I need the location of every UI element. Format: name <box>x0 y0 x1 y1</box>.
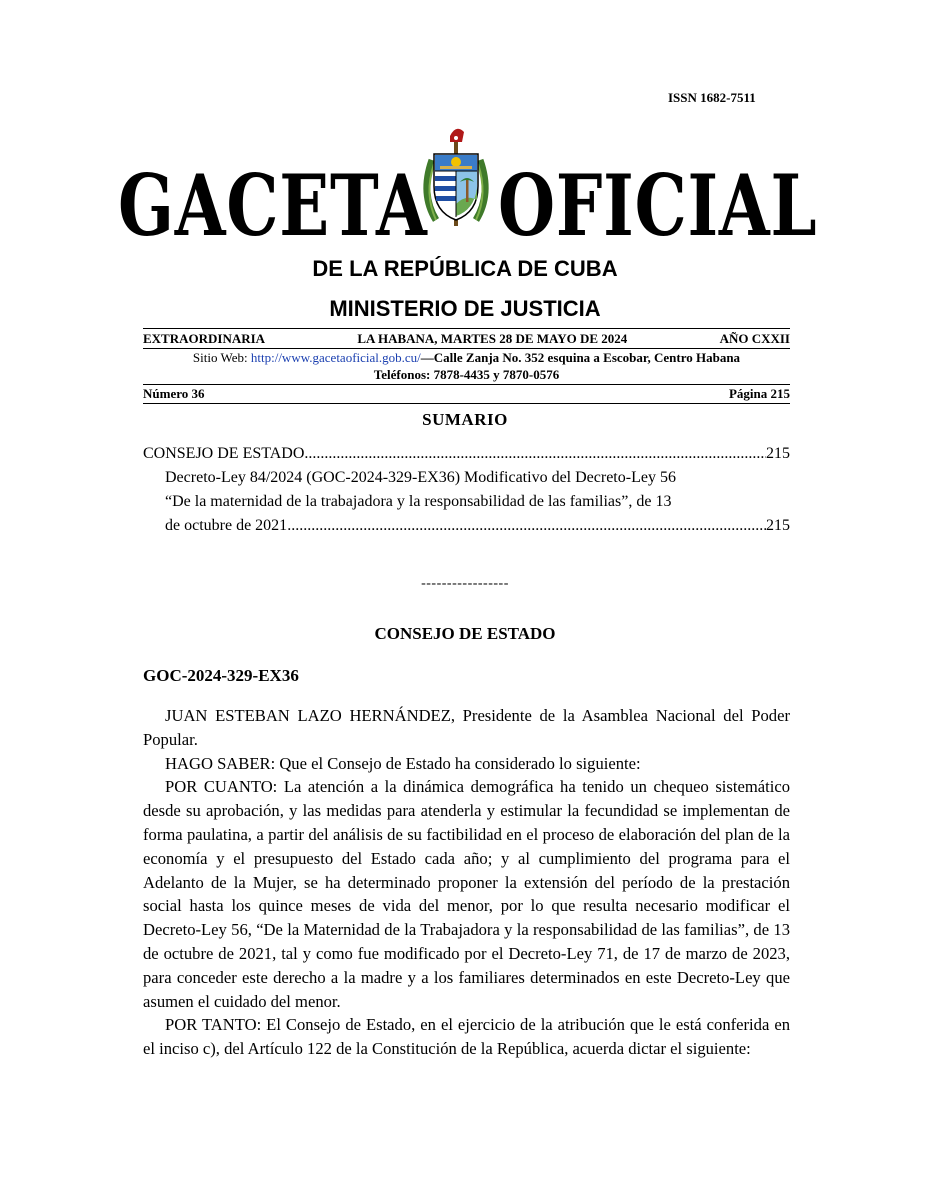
toc-subentry-line: “De la maternidad de la trabajadora y la responsabilidad de las familias”, de 13 <box>165 493 672 510</box>
number-page-row <box>143 386 790 402</box>
paragraph: HAGO SABER: Que el Consejo de Estado ha considerado lo siguiente: <box>165 753 641 773</box>
issn-label: ISSN 1682-7511 <box>668 90 756 105</box>
web-link[interactable]: http://www.gacetaoficial.gob.cu/ <box>250 350 421 365</box>
masthead-title-right: OFICIAL <box>498 156 818 255</box>
paragraph: POR CUANTO: La atención a la dinámica demográfica ha tenido un chequeo sistemático desde su aprobación, y las medidas para atenderla y estimular la fecundidad se implementan de forma paulatina, a partir del análisis de su factibilidad en el proceso de elaboración del plan de la economía y el presupuesto del Estado cada año; y al cumplimiento del programa para el Adelanto de la Mujer, se ha determinado proponer la extensión del período de la prestación social hasta los quince meses de vida del menor, por lo que resulta necesario modificar el Decreto-Ley 56, “De la Maternidad de la Trabajadora y la responsabilidad de las familias”, de 13 de octubre de 2021, tal y como fue modificado por el Decreto-Ley 71, de 17 de marzo de 2023, para conceder este derecho a la madre y a los familiares determinados en este Decreto-Ley que asumen el cuidado del menor. <box>143 777 790 1011</box>
issue-number: Número 36 <box>143 386 205 401</box>
toc-entry[interactable] <box>143 514 790 538</box>
edition-row <box>143 331 790 347</box>
header-rule-top <box>143 328 790 329</box>
toc-entry[interactable] <box>143 442 790 466</box>
ministry-title: MINISTERIO DE JUSTICIA <box>329 296 601 321</box>
web-row <box>143 350 790 366</box>
year-label: AÑO CXXII <box>719 331 790 346</box>
table-of-contents <box>143 442 790 538</box>
sumario-title: SUMARIO <box>422 410 508 429</box>
place-date-label: LA HABANA, MARTES 28 DE MAYO DE 2024 <box>357 331 628 346</box>
body-text <box>143 704 790 1061</box>
section-title: CONSEJO DE ESTADO <box>374 624 556 643</box>
header-rule-mid <box>143 348 790 349</box>
masthead-subtitle: DE LA REPÚBLICA DE CUBA <box>312 256 618 281</box>
edition-label: EXTRAORDINARIA <box>143 331 266 346</box>
masthead-title-left: GACETA <box>118 156 428 255</box>
masthead <box>118 118 818 258</box>
toc-entry-page: 215 <box>766 517 790 534</box>
toc-entry-label: CONSEJO DE ESTADO <box>143 445 305 462</box>
header-rule-bottom <box>143 403 790 404</box>
web-label: Sitio Web: <box>192 350 248 365</box>
paragraph: JUAN ESTEBAN LAZO HERNÁNDEZ, Presidente de la Asamblea Nacional del Poder Popular. <box>143 706 790 749</box>
paragraph: POR TANTO: El Consejo de Estado, en el ejercicio de la atribución que le está conferida en el inciso c), del Artículo 122 de la Constitución de la República, acuerda dictar el siguiente: <box>143 1015 790 1059</box>
toc-entry-page: 215 <box>766 445 790 462</box>
address-label: —Calle Zanja No. 352 esquina a Escobar, Centro Habana <box>420 350 741 365</box>
header-rule-lower <box>143 384 790 385</box>
document-code: GOC-2024-329-EX36 <box>143 666 299 685</box>
section-separator: ----------------- <box>421 576 509 591</box>
toc-dot-leader <box>304 442 766 466</box>
toc-subentry-line: Decreto-Ley 84/2024 (GOC-2024-329-EX36) Modificativo del Decreto-Ley 56 <box>165 469 676 486</box>
coat-of-arms-icon <box>414 124 498 236</box>
page-number: Página 215 <box>728 386 790 401</box>
phones-label: Teléfonos: 7878-4435 y 7870-0576 <box>373 367 560 382</box>
toc-dot-leader <box>287 514 766 538</box>
toc-entry-label: de octubre de 2021 <box>165 517 288 534</box>
